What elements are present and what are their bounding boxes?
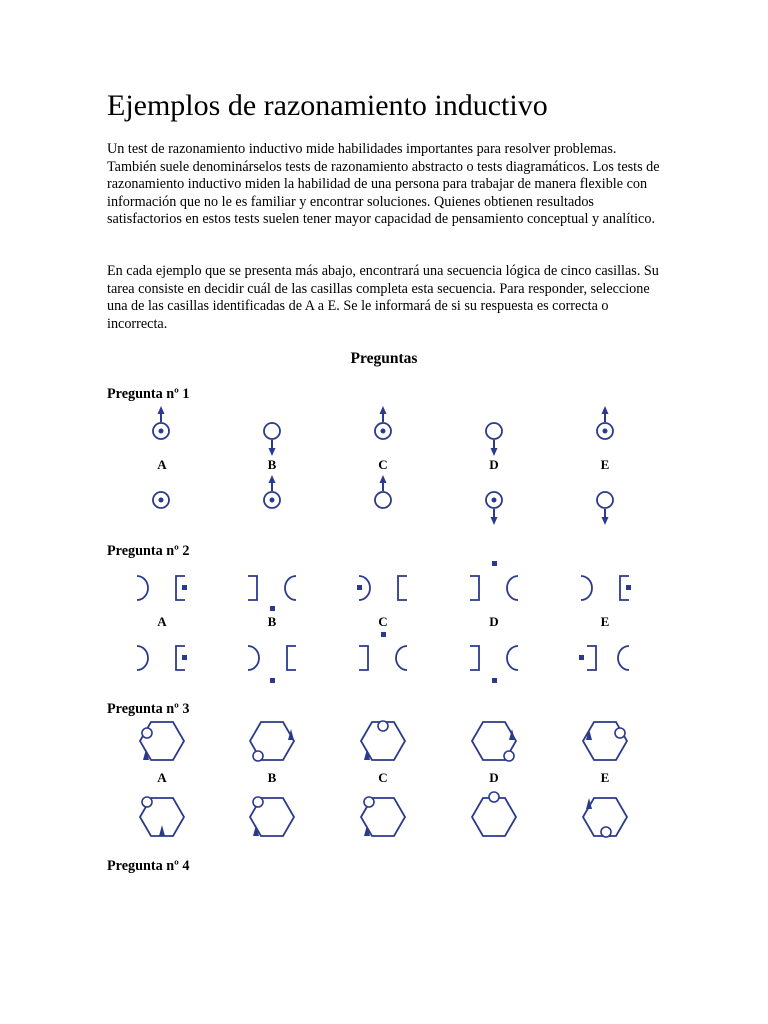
q1-option-a[interactable] xyxy=(153,492,169,508)
intro-paragraph-2: En cada ejemplo que se presenta más abajo, encontrará una secuencia lógica de cinco casillas. Su tarea consiste en decidir cuál de las casillas completa esta secuencia. Para responder, seleccione una de las casillas identificadas de A a E. Se le informará de si su respuesta es correcta o incorrecta. xyxy=(107,263,659,332)
q2-option-d[interactable] xyxy=(470,646,518,683)
q1-sequence-box-1 xyxy=(153,406,169,439)
q2-option-d-label[interactable]: D xyxy=(489,614,499,629)
q2-option-c[interactable] xyxy=(359,632,407,670)
intro-paragraph-1: Un test de razonamiento inductivo mide habilidades importantes para resolver problemas. También suele denominárselos tests de razonamiento abstracto o tests diagramáticos. Los tests de razonamiento inductivo miden la habilidad de una persona para trabajar de manera flexible con información que no le es familiar y encontrar soluciones. Quienes obtienen resultados satisfactorios en estos tests suelen tener mayor capacidad de pensamiento conceptual y analítico. xyxy=(107,141,660,227)
q3-option-e-label[interactable]: E xyxy=(600,770,610,785)
q3-option-d[interactable] xyxy=(472,792,516,836)
q3-sequence-box-4 xyxy=(472,722,516,761)
q3-sequence-box-5 xyxy=(583,722,627,760)
q3-sequence-box-3 xyxy=(361,721,405,760)
q2-option-e-label[interactable]: E xyxy=(600,614,610,629)
q3-sequence-box-2 xyxy=(250,722,294,761)
page-title: Ejemplos de razonamiento inductivo xyxy=(107,89,548,122)
q1-sequence-box-2 xyxy=(264,423,280,456)
q2-sequence-box-5 xyxy=(581,576,631,600)
q3-option-b[interactable] xyxy=(250,797,294,836)
q1-option-c-label[interactable]: C xyxy=(378,457,388,472)
q2-option-a[interactable] xyxy=(137,646,187,670)
q1-option-c[interactable] xyxy=(375,475,391,508)
q3-option-a[interactable] xyxy=(140,797,184,836)
q1-option-d-label[interactable]: D xyxy=(489,457,499,472)
q1-sequence-box-5 xyxy=(597,406,613,439)
q3-option-d-label[interactable]: D xyxy=(489,770,499,785)
q1-option-d[interactable] xyxy=(486,492,502,525)
q2-sequence-box-3 xyxy=(357,576,407,600)
question-2-label: Pregunta nº 2 xyxy=(107,543,190,559)
q1-sequence-box-4 xyxy=(486,423,502,456)
q2-sequence-box-4 xyxy=(470,561,518,600)
q2-option-b-label[interactable]: B xyxy=(267,614,277,629)
q2-sequence-box-2 xyxy=(248,576,296,611)
q2-option-b[interactable] xyxy=(248,646,296,683)
question-1-label: Pregunta nº 1 xyxy=(107,386,190,402)
q3-option-c-label[interactable]: C xyxy=(378,770,388,785)
q2-option-e[interactable] xyxy=(579,646,629,670)
q1-option-a-label[interactable]: A xyxy=(157,457,167,472)
q3-option-e[interactable] xyxy=(583,798,627,837)
section-heading: Preguntas xyxy=(350,350,418,367)
q3-option-b-label[interactable]: B xyxy=(267,770,277,785)
q3-option-c[interactable] xyxy=(361,797,405,836)
question-3-label: Pregunta nº 3 xyxy=(107,701,190,717)
q2-option-c-label[interactable]: C xyxy=(378,614,388,629)
q3-option-a-label[interactable]: A xyxy=(157,770,167,785)
q3-sequence-box-1 xyxy=(140,722,184,760)
question-4-label: Pregunta nº 4 xyxy=(107,858,190,874)
q2-sequence-box-1 xyxy=(137,576,187,600)
q1-option-e[interactable] xyxy=(597,492,613,525)
q1-option-b-label[interactable]: B xyxy=(267,457,277,472)
q2-option-a-label[interactable]: A xyxy=(157,614,167,629)
q1-sequence-box-3 xyxy=(375,406,391,439)
q1-option-b[interactable] xyxy=(264,475,280,508)
q1-option-e-label[interactable]: E xyxy=(600,457,610,472)
